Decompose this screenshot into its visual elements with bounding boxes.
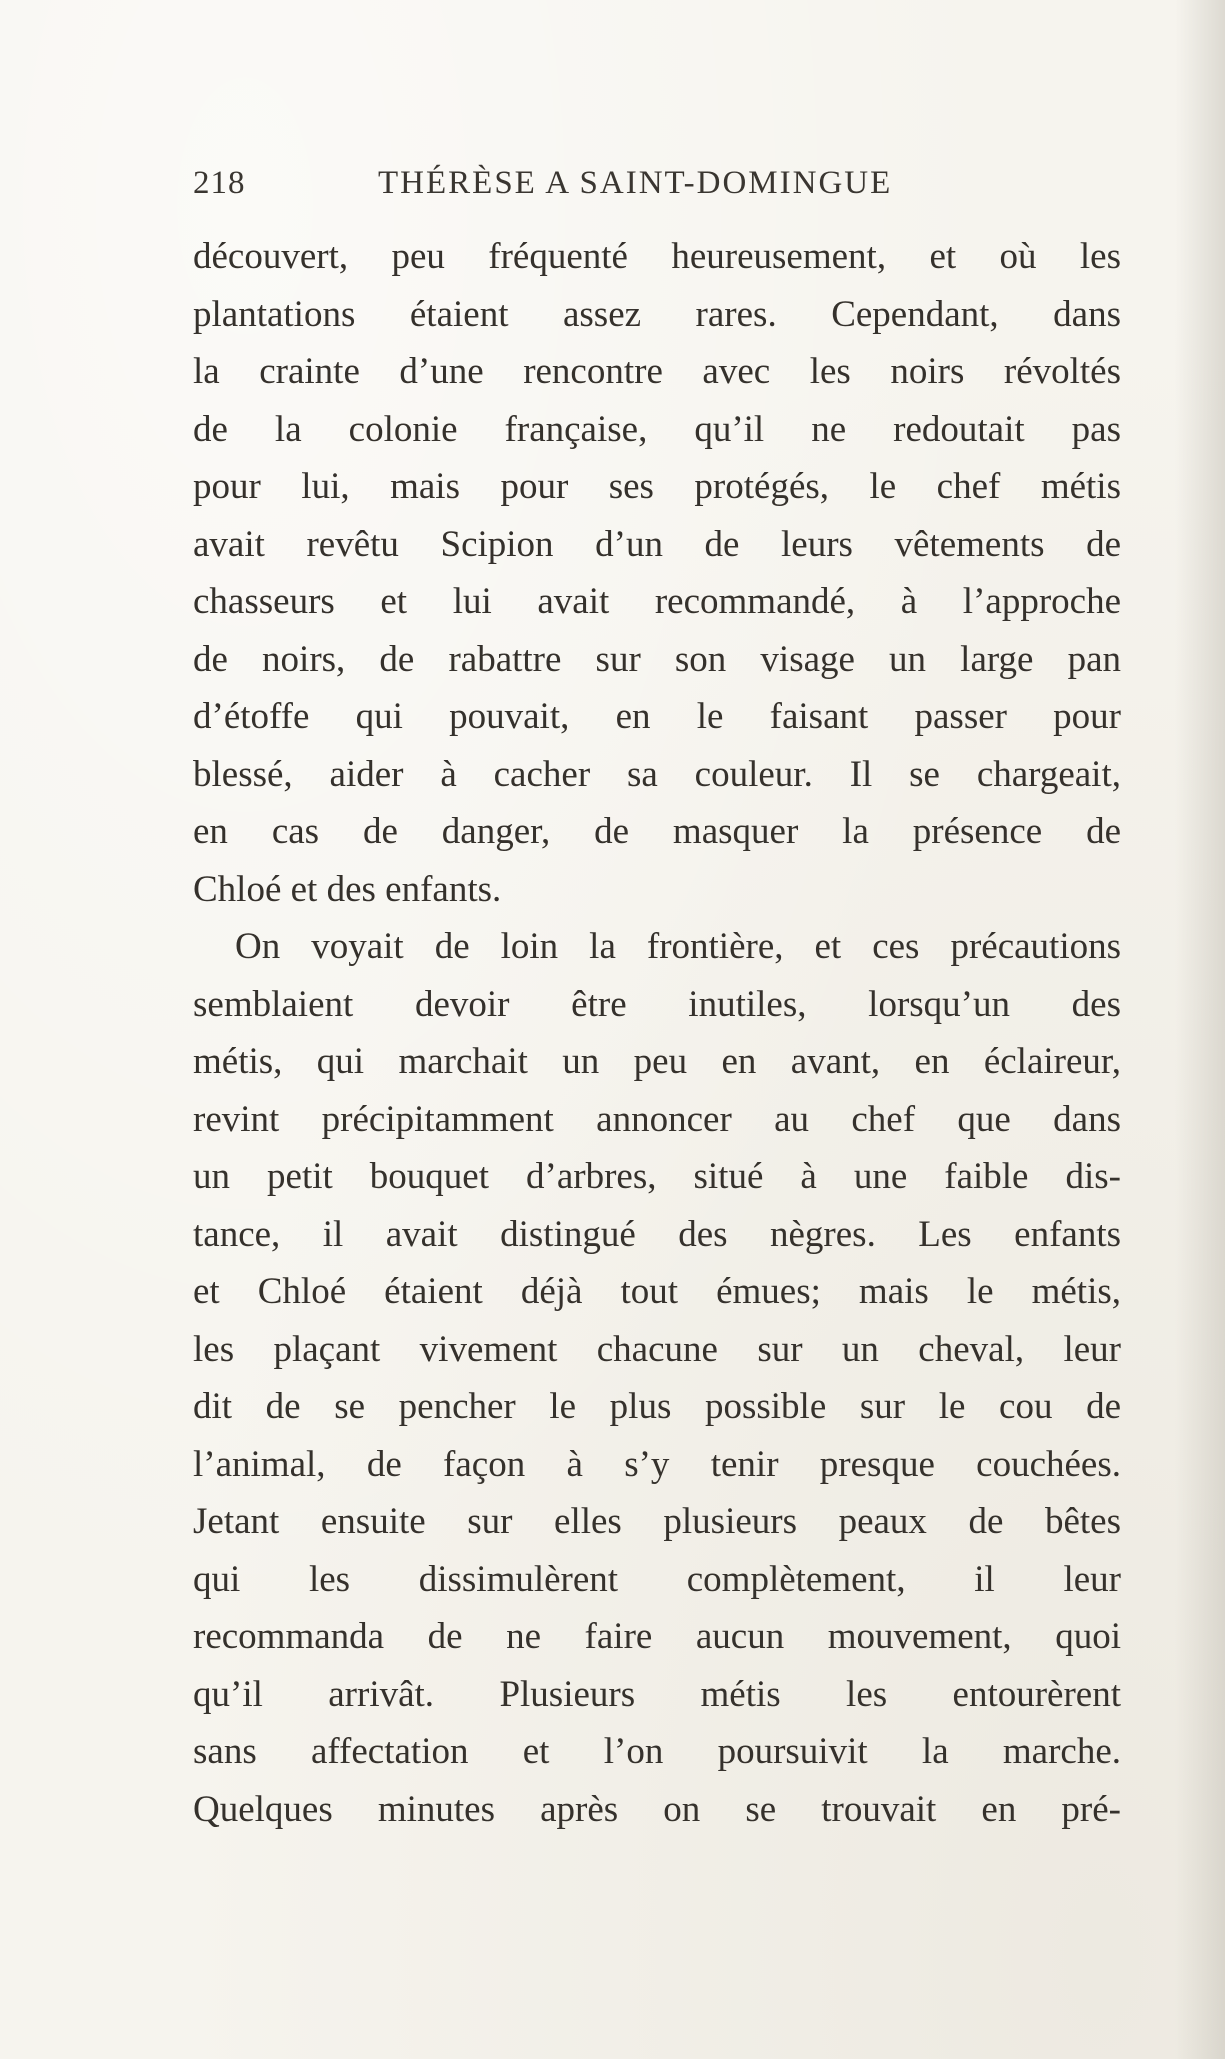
text-line: les plaçant vivement chacune sur un cheval, leur — [193, 1328, 1121, 1370]
text-line: qui les dissimulèrent complètement, il leur — [193, 1558, 1121, 1600]
text-line: découvert, peu fréquenté heureusement, et où les — [193, 236, 1121, 277]
text-line: et Chloé étaient déjà tout émues; mais le métis, — [193, 1271, 1121, 1312]
page-number: 218 — [193, 165, 246, 201]
text-line: l’animal, de façon à s’y tenir presque couchées. — [193, 1443, 1121, 1485]
text-line: un petit bouquet d’arbres, situé à une faible dis- — [193, 1156, 1121, 1197]
paragraph-end-line: Chloé et des enfants. — [193, 868, 502, 910]
text-line: Quelques minutes après on se trouvait en pré- — [193, 1788, 1121, 1830]
text-line: blessé, aider à cacher sa couleur. Il se chargeait, — [193, 753, 1121, 795]
text-line: avait revêtu Scipion d’un de leurs vêtements de — [193, 523, 1121, 565]
paragraph-start-line: On voyait de loin la frontière, et ces précautions — [235, 926, 1121, 967]
text-line: revint précipitamment annoncer au chef que dans — [193, 1098, 1121, 1140]
text-line: métis, qui marchait un peu en avant, en éclaireur, — [193, 1041, 1121, 1082]
text-line: de noirs, de rabattre sur son visage un large pan — [193, 638, 1121, 680]
text-line: chasseurs et lui avait recommandé, à l’approche — [193, 581, 1121, 622]
text-line: Jetant ensuite sur elles plusieurs peaux de bêtes — [193, 1501, 1121, 1542]
text-line: plantations étaient assez rares. Cependant, dans — [193, 293, 1121, 335]
text-line: en cas de danger, de masquer la présence de — [193, 811, 1121, 852]
text-line: recommanda de ne faire aucun mouvement, quoi — [193, 1616, 1121, 1657]
text-line: sans affectation et l’on poursuivit la marche. — [193, 1731, 1121, 1772]
running-head — [193, 165, 928, 209]
text-line: d’étoffe qui pouvait, en le faisant passer pour — [193, 696, 1121, 737]
text-line: tance, il avait distingué des nègres. Les enfants — [193, 1213, 1121, 1255]
page-edge-shadow — [1175, 0, 1225, 2059]
book-title: THÉRÈSE A SAINT-DOMINGUE — [378, 165, 893, 201]
text-line: pour lui, mais pour ses protégés, le chef métis — [193, 466, 1121, 507]
text-line: dit de se pencher le plus possible sur le cou de — [193, 1386, 1121, 1427]
body-text — [193, 228, 1121, 1838]
text-line: qu’il arrivât. Plusieurs métis les entourèrent — [193, 1673, 1121, 1715]
text-line: semblaient devoir être inutiles, lorsqu’un des — [193, 983, 1121, 1025]
text-line: de la colonie française, qu’il ne redoutait pas — [193, 408, 1121, 450]
text-line: la crainte d’une rencontre avec les noirs révoltés — [193, 351, 1121, 392]
